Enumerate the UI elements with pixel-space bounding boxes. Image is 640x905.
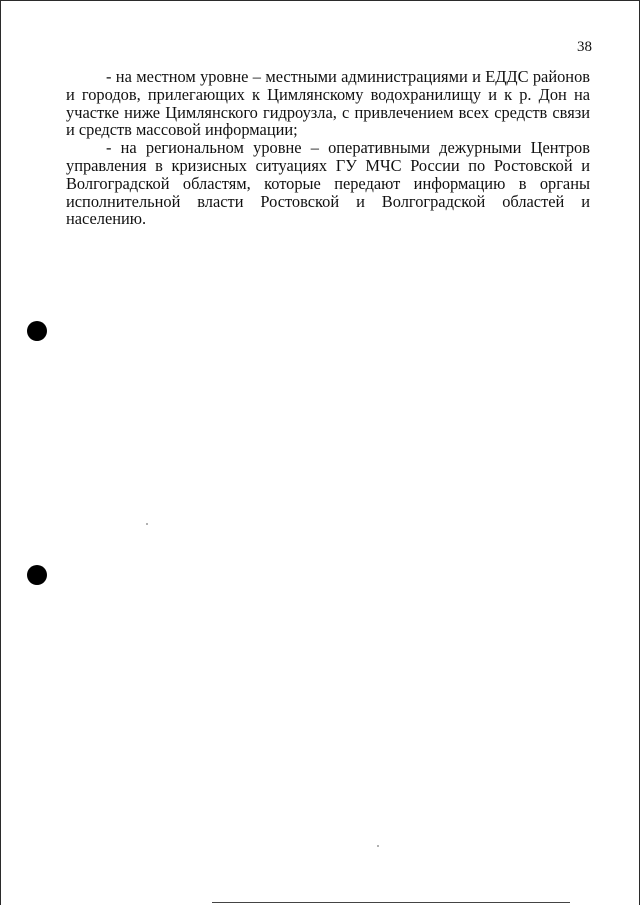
scan-speck (377, 845, 379, 847)
paragraph-regional-level: - на региональном уровне – оперативными дежурными Центров управления в кризисных ситуациях ГУ МЧС России по Ростовской и Волгоградской областям, которые передают информацию в органы исполнительной власти Ростовской и Волгоградской областей и населению. (66, 138, 590, 229)
page-bottom-edge (212, 902, 570, 903)
paragraph-local-level: - на местном уровне – местными администрациями и ЕДДС районов и городов, прилегающих к Цимлянскому водохранилищу и к р. Дон на участке ниже Цимлянского гидроузла, с привлечением всех средств связи и средств массовой информации; (66, 67, 590, 140)
scan-speck (146, 523, 148, 525)
page-number: 38 (577, 39, 592, 55)
document-body (66, 68, 590, 228)
punch-hole-bottom (27, 565, 47, 585)
punch-hole-top (27, 321, 47, 341)
